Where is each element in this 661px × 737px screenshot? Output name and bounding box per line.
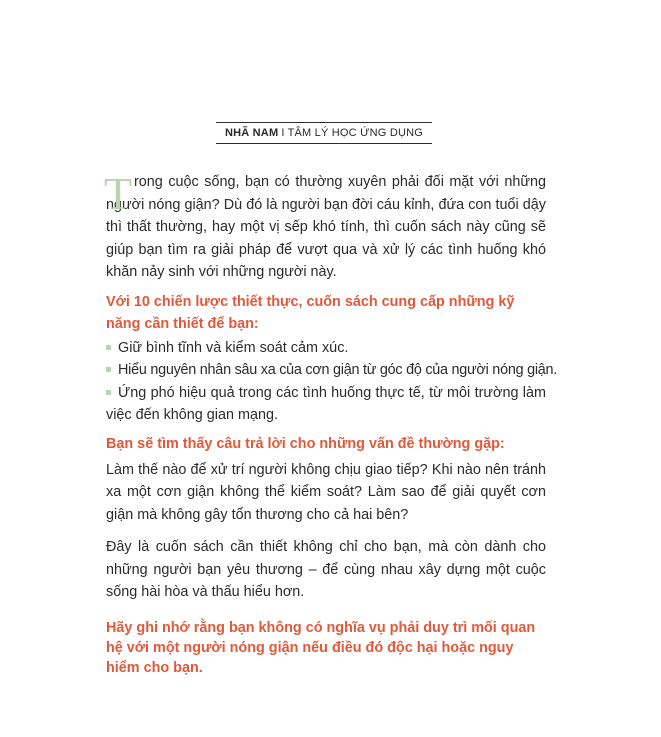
list-item [106, 359, 558, 382]
questions-heading: Bạn sẽ tìm thấy câu trả lời cho những vấn đề thường gặp: [106, 435, 505, 452]
questions-paragraph: Làm thế nào để xử trí người không chịu giao tiếp? Khi nào nên tránh xa một cơn giận không thể kiểm soát? Làm sao để giải quyết cơn giận mà không gây tổn thương cho cả hai bên? [106, 461, 546, 523]
publisher-brand: NHÃ NAM [224, 127, 279, 139]
intro-paragraph [104, 168, 546, 284]
bullet-square-icon [106, 367, 111, 372]
bullet-square-icon [106, 345, 111, 350]
series-header [216, 122, 432, 144]
intro-text: rong cuộc sống, bạn có thường xuyên phải đối mặt với những người nóng giận? Dù đó là người bạn đời cáu kỉnh, đứa con tuổi dậy thì thất thường, hay một vị sếp khó tính, thì cuốn sách này cũng sẽ giúp bạn tìm ra giải pháp để vượt qua và xử lý các tình huống khó khăn nảy sinh với những người này. [106, 174, 546, 280]
bullet-text: Ứng phó hiệu quả trong các tình huống thực tế, từ môi trường làm việc đến không gian mạng. [106, 384, 546, 423]
closing-note: Hãy ghi nhớ rằng bạn không có nghĩa vụ phải duy trì mối quan hệ với một người nóng giận nếu điều đó độc hại hoặc nguy hiểm cho bạn. [106, 619, 536, 676]
skills-heading: Với 10 chiến lược thiết thực, cuốn sách cung cấp những kỹ năng cần thiết để bạn: [106, 293, 515, 332]
bullet-square-icon [106, 390, 111, 395]
skills-list [106, 337, 558, 427]
series-title: TÂM LÝ HỌC ỨNG DỤNG [287, 127, 424, 139]
header-separator: I [281, 127, 285, 139]
list-item [106, 337, 546, 360]
bullet-text: Hiểu nguyên nhân sâu xa của cơn giận từ góc độ của người nóng giận. [118, 362, 558, 378]
dropcap-letter: T [104, 168, 133, 219]
blurb-content [104, 168, 558, 678]
bullet-text: Giữ bình tĩnh và kiểm soát cảm xúc. [118, 339, 349, 356]
list-item [106, 382, 546, 427]
purpose-paragraph: Đây là cuốn sách cần thiết không chỉ cho bạn, mà còn dành cho những người bạn yêu thương – để cùng nhau xây dựng một cuộc sống hài hòa và thấu hiểu hơn. [106, 539, 546, 600]
